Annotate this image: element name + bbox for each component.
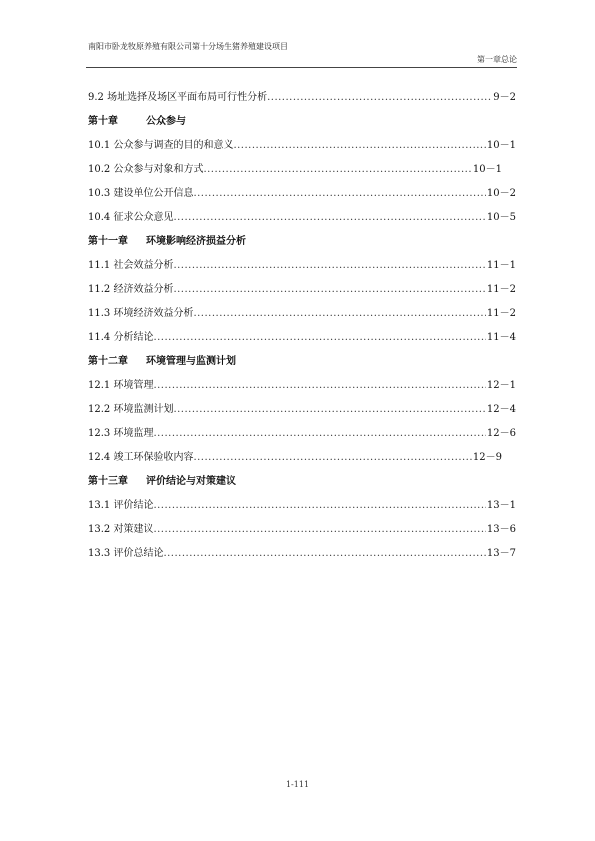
dot-leader	[153, 332, 485, 343]
chapter-title: 环境管理与监测计划	[146, 356, 236, 367]
toc-entry-10-3[interactable]	[88, 184, 516, 200]
chapter-title: 环境影响经济损益分析	[146, 236, 246, 247]
toc-entry-11-4[interactable]	[88, 328, 516, 344]
chapter-number: 第十三章	[88, 476, 128, 487]
dot-leader	[173, 212, 485, 223]
toc-entry-12-3[interactable]	[88, 424, 516, 440]
toc-entry-10-4[interactable]	[88, 208, 516, 224]
dot-leader	[233, 140, 485, 151]
toc-entry-page: 11－4	[486, 332, 516, 343]
toc-chapter-11[interactable]	[88, 232, 246, 248]
running-header-chapter: 第一章总论	[477, 55, 517, 64]
dot-leader	[193, 308, 485, 319]
chapter-title: 评价结论与对策建议	[146, 476, 236, 487]
toc-entry-page: 11－1	[486, 260, 516, 271]
toc-entry-11-1[interactable]	[88, 256, 516, 272]
toc-chapter-10[interactable]	[88, 112, 186, 128]
toc-entry-page: 9－2	[493, 92, 516, 103]
toc-entry-title: 11.3 环境经济效益分析	[88, 308, 194, 319]
toc-entry-12-4[interactable]	[88, 448, 502, 464]
toc-entry-page: 13－6	[486, 524, 516, 535]
running-header-title: 南阳市卧龙牧原养殖有限公司第十分场生猪养殖建设项目	[88, 42, 288, 51]
dot-leader	[153, 500, 485, 511]
toc-entry-title: 9.2 场址选择及场区平面布局可行性分析	[88, 92, 268, 103]
toc-entry-title: 11.1 社会效益分析	[88, 260, 174, 271]
dot-leader	[153, 380, 485, 391]
toc-entry-title: 10.1 公众参与调查的目的和意义	[88, 140, 234, 151]
dot-leader	[267, 92, 492, 103]
toc-entry-title: 12.1 环境管理	[88, 380, 154, 391]
toc-entry-10-1[interactable]	[88, 136, 516, 152]
toc-entry-page: 13－1	[486, 500, 516, 511]
toc-entry-page: 11－2	[486, 308, 516, 319]
toc-entry-page: 12－6	[486, 428, 516, 439]
dot-leader	[163, 548, 485, 559]
toc-entry-page: 10－1	[472, 164, 502, 175]
toc-entry-title: 13.2 对策建议	[88, 524, 154, 535]
toc-entry-11-3[interactable]	[88, 304, 516, 320]
toc-entry-page: 10－2	[486, 188, 516, 199]
dot-leader	[173, 284, 485, 295]
dot-leader	[193, 188, 485, 199]
toc-entry-title: 10.4 征求公众意见	[88, 212, 174, 223]
toc-entry-title: 11.2 经济效益分析	[88, 284, 174, 295]
chapter-number: 第十二章	[88, 356, 128, 367]
page-number: 1-111	[285, 780, 310, 789]
toc-entry-page: 12－9	[472, 452, 502, 463]
chapter-number: 第十章	[88, 116, 118, 127]
toc-entry-page: 10－5	[486, 212, 516, 223]
toc-entry-title: 12.2 环境监测计划	[88, 404, 174, 415]
dot-leader	[173, 404, 485, 415]
dot-leader	[153, 524, 485, 535]
header-divider	[86, 67, 517, 68]
dot-leader	[193, 452, 471, 463]
toc-entry-title: 12.3 环境监理	[88, 428, 154, 439]
toc-entry-title: 10.2 公众参与对象和方式	[88, 164, 204, 175]
dot-leader	[153, 428, 485, 439]
dot-leader	[203, 164, 471, 175]
toc-entry-12-2[interactable]	[88, 400, 516, 416]
toc-entry-13-1[interactable]	[88, 496, 516, 512]
toc-entry-title: 12.4 竣工环保验收内容	[88, 452, 194, 463]
toc-chapter-12[interactable]	[88, 352, 236, 368]
toc-entry-title: 11.4 分析结论	[88, 332, 154, 343]
toc-entry-page: 12－4	[486, 404, 516, 415]
dot-leader	[173, 260, 485, 271]
toc-entry-9-2[interactable]	[88, 88, 516, 104]
toc-entry-13-3[interactable]	[88, 544, 516, 560]
toc-entry-title: 13.3 评价总结论	[88, 548, 164, 559]
toc-entry-title: 13.1 评价结论	[88, 500, 154, 511]
toc-entry-page: 13－7	[486, 548, 516, 559]
chapter-number: 第十一章	[88, 236, 128, 247]
toc-entry-10-2[interactable]	[88, 160, 502, 176]
chapter-title: 公众参与	[146, 116, 186, 127]
toc-entry-page: 11－2	[486, 284, 516, 295]
toc-entry-page: 12－1	[486, 380, 516, 391]
toc-entry-12-1[interactable]	[88, 376, 516, 392]
toc-chapter-13[interactable]	[88, 472, 236, 488]
toc-entry-page: 10－1	[486, 140, 516, 151]
toc-entry-title: 10.3 建设单位公开信息	[88, 188, 194, 199]
toc-entry-11-2[interactable]	[88, 280, 516, 296]
toc-entry-13-2[interactable]	[88, 520, 516, 536]
